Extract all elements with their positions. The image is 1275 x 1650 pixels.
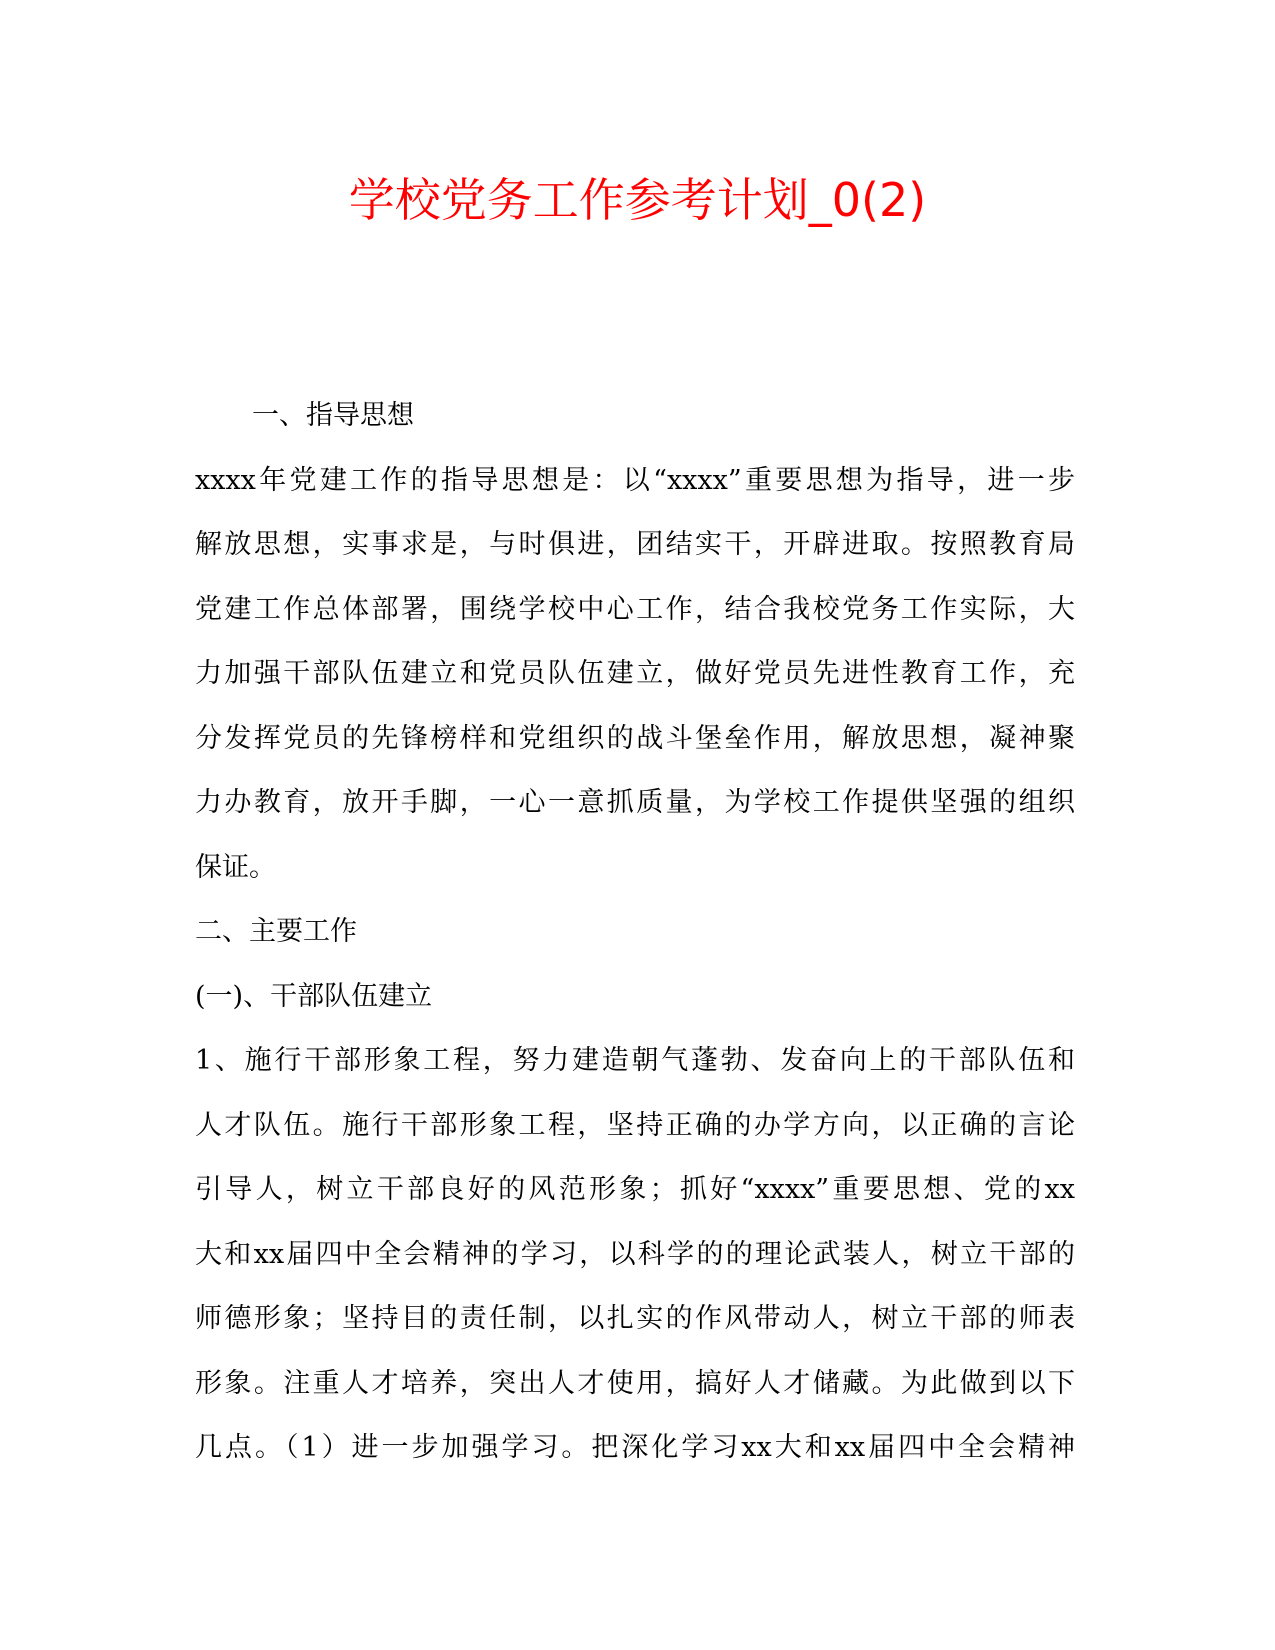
paragraph-line: xxxx年党建工作的指导思想是：以“xxxx”重要思想为指导，进一步 bbox=[195, 464, 1075, 496]
paragraph-line: 保证。 bbox=[195, 851, 276, 883]
document-body bbox=[195, 384, 1075, 1481]
paragraph-line: 大和xx届四中全会精神的学习，以科学的的理论武装人，树立干部的 bbox=[195, 1238, 1075, 1270]
paragraph-line: 引导人，树立干部良好的风范形象；抓好“xxxx”重要思想、党的xx bbox=[195, 1174, 1075, 1205]
subsection-heading-cadre-team: (一)、干部队伍建立 bbox=[195, 980, 433, 1012]
paragraph-line: 形象。注重人才培养，突出人才使用，搞好人才储藏。为此做到以下 bbox=[195, 1367, 1075, 1399]
paragraph-line: 解放思想，实事求是，与时俱进，团结实干，开辟进取。按照教育局 bbox=[195, 529, 1075, 560]
paragraph-line: 分发挥党员的先锋榜样和党组织的战斗堡垒作用，解放思想，凝神聚 bbox=[195, 722, 1075, 754]
section-heading-guiding-thought: 一、指导思想 bbox=[252, 400, 414, 431]
paragraph-line: 人才队伍。施行干部形象工程，坚持正确的办学方向，以正确的言论 bbox=[195, 1109, 1075, 1141]
paragraph-line: 力加强干部队伍建立和党员队伍建立，做好党员先进性教育工作，充 bbox=[195, 658, 1075, 689]
paragraph-line: 力办教育，放开手脚，一心一意抓质量，为学校工作提供坚强的组织 bbox=[195, 787, 1075, 818]
document-title: 学校党务工作参考计划_0(2) bbox=[348, 173, 927, 227]
paragraph-line: 几点。（1）进一步加强学习。把深化学习xx大和xx届四中全会精神 bbox=[195, 1432, 1075, 1463]
paragraph-line: 1、施行干部形象工程，努力建造朝气蓬勃、发奋向上的干部队伍和 bbox=[195, 1045, 1075, 1076]
section-heading-main-work: 二、主要工作 bbox=[195, 916, 357, 947]
paragraph-line: 师德形象；坚持目的责任制，以扎实的作风带动人，树立干部的师表 bbox=[195, 1303, 1075, 1334]
paragraph-line: 党建工作总体部署，围绕学校中心工作，结合我校党务工作实际，大 bbox=[195, 593, 1075, 625]
